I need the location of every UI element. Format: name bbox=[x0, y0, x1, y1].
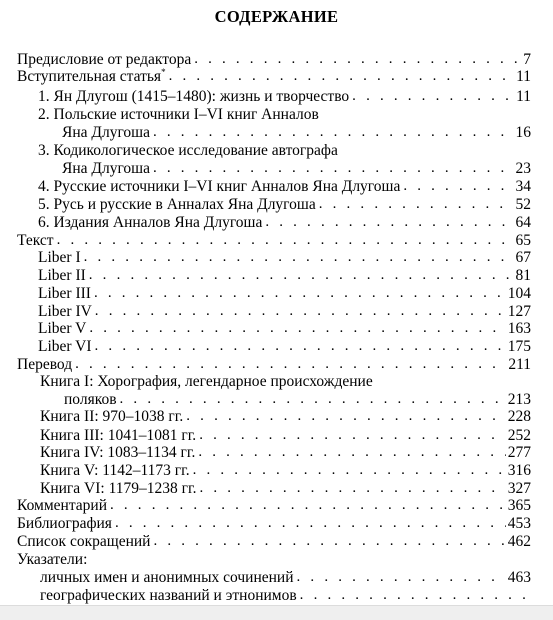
toc-entry-text: Книга II: 970–1038 гг. bbox=[40, 408, 184, 425]
toc-entry-intro[interactable] bbox=[17, 68, 531, 85]
toc-entry-text: 6. Издания Анналов Яна Длугоша bbox=[38, 214, 263, 231]
toc-entry-intro-6[interactable] bbox=[38, 214, 531, 231]
toc-entry-text: Яна Длугоша bbox=[62, 124, 150, 141]
toc-entry-text: 1. Ян Длугош (1415–1480): жизнь и творчество bbox=[38, 88, 350, 105]
toc-entry-book-2[interactable] bbox=[40, 408, 531, 425]
toc-entry-text: Книга IV: 1083–1134 гг. bbox=[40, 444, 196, 461]
toc-page-number: 67 bbox=[515, 249, 531, 266]
toc-entry-index-geo[interactable] bbox=[40, 587, 531, 604]
dot-leader bbox=[115, 515, 506, 532]
toc-entry-book-5[interactable] bbox=[40, 462, 531, 479]
dot-leader bbox=[265, 214, 513, 231]
toc-entry-liber-1[interactable] bbox=[38, 249, 531, 266]
toc-entry-intro-2[interactable] bbox=[62, 124, 531, 141]
toc-page-number: 127 bbox=[507, 303, 531, 320]
toc-entry-book-1[interactable] bbox=[64, 391, 531, 408]
toc-page-number: 81 bbox=[515, 267, 531, 284]
toc-entry-text: Книга III: 1041–1081 гг. bbox=[40, 427, 197, 444]
toc-entry-liber-4[interactable] bbox=[38, 303, 531, 320]
dot-leader bbox=[84, 249, 514, 266]
toc-entry-preface[interactable] bbox=[17, 51, 531, 68]
toc-entry-intro-4[interactable] bbox=[38, 178, 531, 195]
toc-entry-text: Liber II bbox=[38, 267, 86, 284]
toc-entry-book-3[interactable] bbox=[40, 427, 531, 444]
viewer-bottom-bar bbox=[0, 605, 553, 620]
toc-entry-text: 5. Русь и русские в Анналах Яна Длугоша bbox=[38, 196, 316, 213]
dot-leader bbox=[403, 178, 513, 195]
toc-entry-text: географических названий и этнонимов bbox=[40, 587, 297, 604]
toc-entry-label: Текст bbox=[17, 232, 54, 249]
toc-page-number: 7 bbox=[523, 51, 531, 68]
toc-page-number: 11 bbox=[516, 88, 531, 105]
toc-page-number: 277 bbox=[507, 444, 531, 461]
dot-leader bbox=[75, 356, 506, 373]
dot-leader bbox=[198, 444, 505, 461]
toc-entry-text: Перевод bbox=[17, 356, 73, 373]
toc-entry-abbreviations[interactable] bbox=[17, 533, 531, 550]
dot-leader bbox=[95, 303, 506, 320]
dot-leader bbox=[94, 285, 506, 302]
dot-leader bbox=[153, 124, 514, 141]
dot-leader bbox=[169, 68, 515, 85]
dot-leader bbox=[199, 480, 505, 497]
toc-entry-index-names[interactable] bbox=[40, 569, 531, 586]
toc-page-number: 65 bbox=[515, 232, 531, 249]
toc-entry-liber-6[interactable] bbox=[38, 338, 531, 355]
toc-page-number: 175 bbox=[507, 338, 531, 355]
toc-entry-book-4[interactable] bbox=[40, 444, 531, 461]
toc-entry-text: Книга V: 1142–1173 гг. bbox=[40, 462, 190, 479]
toc-entry-liber-3[interactable] bbox=[38, 285, 531, 302]
dot-leader bbox=[194, 51, 521, 68]
toc-entry-liber-5[interactable] bbox=[38, 320, 531, 337]
toc-page-number: 228 bbox=[507, 408, 531, 425]
footnote-mark: * bbox=[161, 67, 166, 77]
toc-page-number: 163 bbox=[507, 320, 531, 337]
toc-page-number: 16 bbox=[515, 124, 531, 141]
toc-page-number: 34 bbox=[515, 178, 531, 195]
dot-leader bbox=[153, 533, 505, 550]
dot-leader bbox=[89, 320, 505, 337]
toc-page-number: 463 bbox=[507, 569, 531, 586]
toc-page-number: 213 bbox=[507, 391, 531, 408]
dot-leader bbox=[110, 497, 506, 514]
toc-entry-text: Книга VI: 1179–1238 гг. bbox=[40, 480, 197, 497]
toc-entry-label: Вступительная статья bbox=[17, 68, 162, 85]
toc-entry-intro-3[interactable] bbox=[62, 160, 531, 177]
toc-entry-book-1-line1[interactable]: Книга I: Хорография, легендарное происхождение bbox=[40, 373, 373, 390]
dot-leader bbox=[186, 408, 505, 425]
toc-entry-text: Яна Длугоша bbox=[62, 160, 150, 177]
dot-leader bbox=[153, 160, 514, 177]
toc-entry-text: поляков bbox=[64, 391, 117, 408]
toc-entry-text: Liber III bbox=[38, 285, 91, 302]
dot-leader bbox=[352, 88, 514, 105]
toc-entry-text: Liber V bbox=[38, 320, 87, 337]
toc-entry-text[interactable] bbox=[17, 232, 531, 249]
dot-leader bbox=[297, 569, 506, 586]
toc-entry-text: 4. Русские источники I–VI книг Анналов Яна Длугоша bbox=[38, 178, 401, 195]
dot-leader bbox=[193, 462, 506, 479]
dot-leader bbox=[120, 391, 506, 408]
toc-page-number: 327 bbox=[507, 480, 531, 497]
toc-page-number: 64 bbox=[515, 214, 531, 231]
toc-page-number: 316 bbox=[507, 462, 531, 479]
toc-entry-text: Комментарий bbox=[17, 497, 107, 514]
toc-entry-text: Предисловие от редактора bbox=[17, 51, 192, 68]
toc-page-number: 23 bbox=[515, 160, 531, 177]
toc-entry-indexes[interactable]: Указатели: bbox=[17, 551, 88, 568]
toc-entry-intro-3-line1[interactable]: 3. Кодикологическое исследование автографа bbox=[38, 142, 338, 159]
toc-entry-liber-2[interactable] bbox=[38, 267, 531, 284]
toc-page-number: 462 bbox=[507, 533, 531, 550]
toc-page-number: 11 bbox=[516, 68, 531, 85]
toc-entry-text: личных имен и анонимных сочинений bbox=[40, 569, 294, 586]
toc-page-number: 52 bbox=[515, 196, 531, 213]
toc-entry-intro-1[interactable] bbox=[38, 88, 531, 105]
toc-entry-text bbox=[17, 68, 166, 85]
dot-leader bbox=[57, 232, 514, 249]
toc-entry-text: Список сокращений bbox=[17, 533, 151, 550]
toc-page-number: 365 bbox=[507, 497, 531, 514]
toc-entry-text: Библиография bbox=[17, 515, 112, 532]
toc-page-number: 104 bbox=[507, 285, 531, 302]
dot-leader bbox=[95, 338, 506, 355]
toc-entry-intro-2-line1[interactable]: 2. Польские источники I–VI книг Анналов bbox=[38, 106, 319, 123]
toc-entry-book-6[interactable] bbox=[40, 480, 531, 497]
page-title: СОДЕРЖАНИЕ bbox=[214, 7, 339, 26]
toc-entry-translation[interactable] bbox=[17, 356, 531, 373]
toc-entry-text: Liber VI bbox=[38, 338, 92, 355]
toc-entry-comments[interactable] bbox=[17, 497, 531, 514]
dot-leader bbox=[300, 587, 529, 604]
toc-entry-text: Liber I bbox=[38, 249, 81, 266]
toc-page-number: 252 bbox=[507, 427, 531, 444]
toc-entry-text: Liber IV bbox=[38, 303, 92, 320]
dot-leader bbox=[319, 196, 514, 213]
toc-entry-bibliography[interactable] bbox=[17, 515, 531, 532]
dot-leader bbox=[199, 427, 506, 444]
toc-page-number: 211 bbox=[508, 356, 531, 373]
dot-leader bbox=[89, 267, 514, 284]
toc-page-number: 453 bbox=[507, 515, 531, 532]
toc-entry-intro-5[interactable] bbox=[38, 196, 531, 213]
